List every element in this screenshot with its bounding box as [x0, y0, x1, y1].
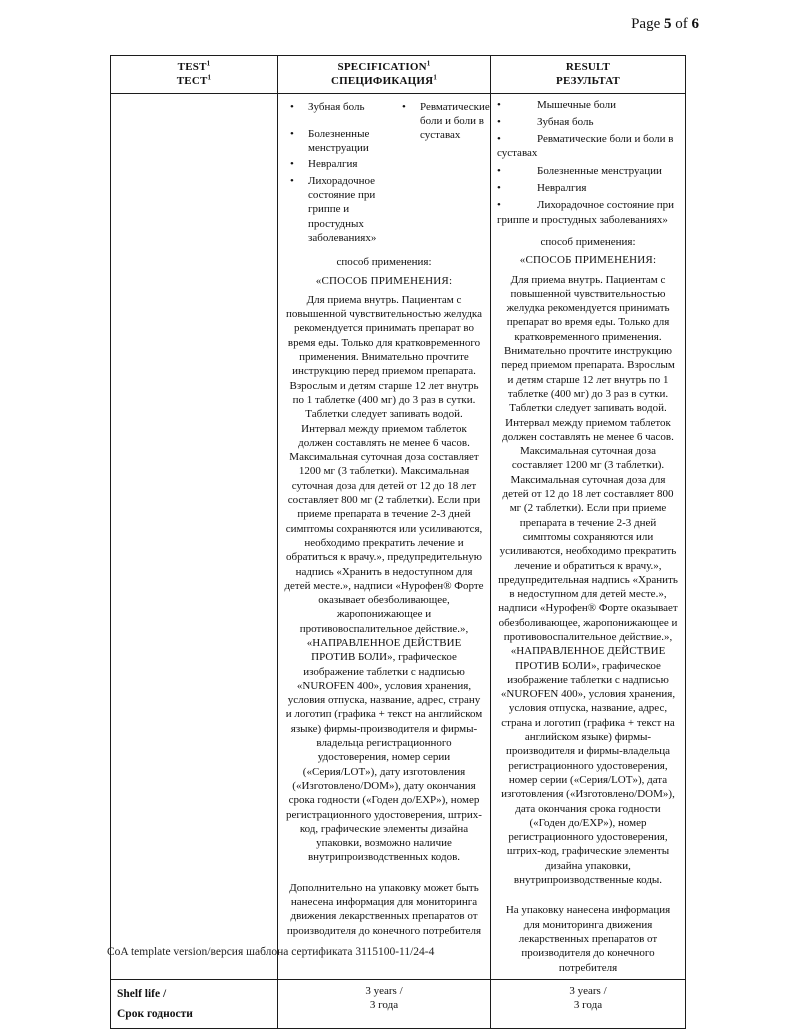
page-total: 6 [691, 16, 699, 32]
list-item [497, 115, 679, 129]
header-cell-result [491, 56, 686, 94]
shelf-life-result-en: 3 years / [569, 984, 607, 997]
list-item [497, 98, 679, 112]
bullet-icon: • [497, 133, 501, 146]
shelf-life-row [111, 979, 686, 1028]
list-item-label: Болезненные менструации [308, 127, 370, 155]
result-usage-heading: «СПОСОБ ПРИМЕНЕНИЯ: [519, 254, 657, 267]
list-item [497, 198, 679, 227]
header-spec-ru: СПЕЦИФИКАЦИЯ [330, 75, 434, 88]
header-spec-en-sup: 1 [426, 59, 431, 68]
shelf-life-spec-ru: 3 года [369, 999, 399, 1012]
list-item-label: Ревматические боли и боли в суставах [497, 133, 674, 160]
page-word: Page [631, 16, 661, 32]
bullet-icon: • [497, 115, 501, 128]
of-word: of [675, 16, 688, 32]
list-item [396, 100, 490, 143]
spec-usage-label: способ применения: [336, 256, 432, 269]
spec-bullets-left [284, 100, 396, 248]
spec-addendum-text: Дополнительно на упаковку может быть нанесена информация для мониторинга движения лекарственных препаратов от производителя до конечного потребителя [286, 881, 482, 937]
coa-table [110, 55, 686, 1029]
header-spec-ru-sup: 1 [433, 73, 438, 82]
list-item [284, 127, 396, 156]
shelf-life-spec-cell [278, 979, 491, 1028]
list-item-label: Невралгия [308, 158, 358, 171]
packaging-result-cell [491, 93, 686, 979]
result-body-text: Для приема внутрь. Пациентам с повышенной чувствительностью желудка рекомендуется принимать препарат во время еды. Только для кратковременного применения. Внимательно прочтите инструкцию перед приемом препарата. Взрослым и детям старше 12 лет внутрь по 1 таблетке (400 мг) до 3 раз в сутки. Таблетки следует запивать водой. Интервал между приемом таблеток должен составлять не менее 6 часов. Максимальная суточная доза составляет 1200 мг (3 таблетки). Максимальная суточная доза для детей от 12 до 18 лет составляет 800 мг (2 таблетки). Если при приеме препарата в течение 2-3 дней симптомы сохраняются или усиливаются, необходимо прекратить лечение и обратиться к врачу.», предупредительная надпись «Хранить в недоступном для детей месте.», надписи «Нурофен® Форте оказывает обезболивающее, жаропонижающее и противовоспалительное действие.», «НАПРАВЛЕННОЕ ДЕЙСТВИЕ ПРОТИВ БОЛИ», графическое изображение таблетки с надписью «NUROFEN 400», условия хранения, условия отпуска, название, адрес, страна и логотип (графика + текст на английском языке) фирмы-производителя и фирмы-владельца регистрационного удостоверения, номер серии («Серия/LOT»), дата изготовления («Изготовлено/DOM»), дата окончания срока годности («Годен до/EXP»), номер регистрационного удостоверения, штрих-код, графические элементы дизайна упаковки, внутрипроизводственные коды. [498, 273, 678, 887]
shelf-life-spec-en: 3 years / [365, 984, 403, 997]
list-item-label: Зубная боль [308, 100, 365, 113]
page-current: 5 [664, 16, 672, 32]
list-item [497, 132, 679, 161]
spec-usage-heading: «СПОСОБ ПРИМЕНЕНИЯ: [315, 274, 453, 287]
list-item-label: Лихорадочное состояние при гриппе и простудных заболеваниях» [497, 199, 675, 226]
spec-body-text: Для приема внутрь. Пациентам с повышенной чувствительностью желудка рекомендуется принимать препарат во время еды. Только для кратковременного применения. Внимательно прочтите инструкцию перед приемом препарата. Взрослым и детям старше 12 лет внутрь по 1 таблетке (400 мг) до 3 раз в сутки. Таблетки следует запивать водой. Интервал между приемом таблеток должен составлять не менее 6 часов. Максимальная суточная доза составляет 1200 мг (3 таблетки). Максимальная суточная доза для детей от 12 до 18 лет составляет 800 мг (2 таблетки). Если при приеме препарата в течение 2-3 дней симптомы сохраняются или усиливаются, необходимо прекратить лечение и обратиться к врачу.», предупредительную надпись «Хранить в недоступном для детей месте.», надписи «Нурофен® Форте оказывает обезболивающее, жаропонижающее и противовоспалительное действие.», «НАПРАВЛЕННОЕ ДЕЙСТВИЕ ПРОТИВ БОЛИ», графическое изображение таблетки с надписью «NUROFEN 400», условия хранения, условия отпуска, название, адрес, страну и логотип (графика + текст на английском языке) фирмы-производителя и фирмы-владельца регистрационного удостоверения, номер серии («Серия/LOT»), дату изготовления («Изготовлено/DOM»), дату окончания срока годности («Годен до/EXP»), номер регистрационного удостоверения, штрих-код, графические элементы дизайна упаковки, возможно наличие внутрипроизводственных кодов. [284, 293, 484, 864]
spec-bullets-right [396, 100, 490, 248]
shelf-life-result-cell [491, 979, 686, 1028]
list-item [284, 174, 396, 245]
result-addendum-text: На упаковку нанесена информация для мониторинга движения лекарственных препаратов от производителя до конечного потребителя [505, 904, 671, 974]
list-item-label: Ревматические боли и боли в суставах [420, 100, 490, 142]
bullet-icon: • [497, 182, 501, 195]
result-usage-label: способ применения: [540, 235, 636, 248]
list-item-label: Невралгия [537, 182, 587, 195]
header-test-en: TEST [177, 61, 207, 73]
header-cell-test [111, 56, 278, 94]
list-item-label: Зубная боль [537, 115, 594, 128]
packaging-spec-cell [278, 93, 491, 979]
header-result-en: RESULT [565, 61, 611, 73]
header-result-ru: РЕЗУЛЬТАТ [556, 75, 620, 88]
header-cell-specification [278, 56, 491, 94]
result-bullet-list [497, 98, 679, 227]
packaging-test-cell [111, 93, 278, 979]
header-test-ru: ТЕСТ [176, 75, 208, 88]
spec-bullet-lists [284, 100, 490, 248]
list-item-label: Болезненные менструации [537, 164, 662, 177]
list-item [497, 164, 679, 178]
shelf-life-label-en: Shelf life / [117, 987, 167, 1000]
header-test-en-sup: 1 [206, 59, 211, 68]
bullet-icon: • [402, 100, 406, 113]
header-test-ru-sup: 1 [207, 73, 212, 82]
table-header-row [111, 56, 686, 94]
bullet-icon: • [497, 164, 501, 177]
list-item-label: Лихорадочное состояние при гриппе и простудных заболеваниях» [308, 174, 377, 244]
coa-template-version-footer: CoA template version/версия шаблона сертификата 3115100-11/24-4 [107, 946, 435, 958]
header-spec-en: SPECIFICATION [337, 61, 427, 73]
bullet-icon: • [290, 100, 294, 113]
page-number [631, 16, 699, 33]
bullet-icon: • [290, 127, 294, 140]
list-item [497, 181, 679, 195]
bullet-icon: • [290, 174, 294, 187]
list-item [284, 100, 396, 114]
bullet-icon: • [290, 158, 294, 171]
shelf-life-label-ru: Срок годности [117, 1007, 193, 1020]
bullet-icon: • [497, 199, 501, 212]
bullet-icon: • [497, 98, 501, 111]
shelf-life-result-ru: 3 года [573, 999, 603, 1012]
list-item [284, 157, 396, 171]
packaging-row [111, 93, 686, 979]
shelf-life-test-cell [111, 979, 278, 1028]
list-item-label: Мышечные боли [537, 98, 617, 111]
